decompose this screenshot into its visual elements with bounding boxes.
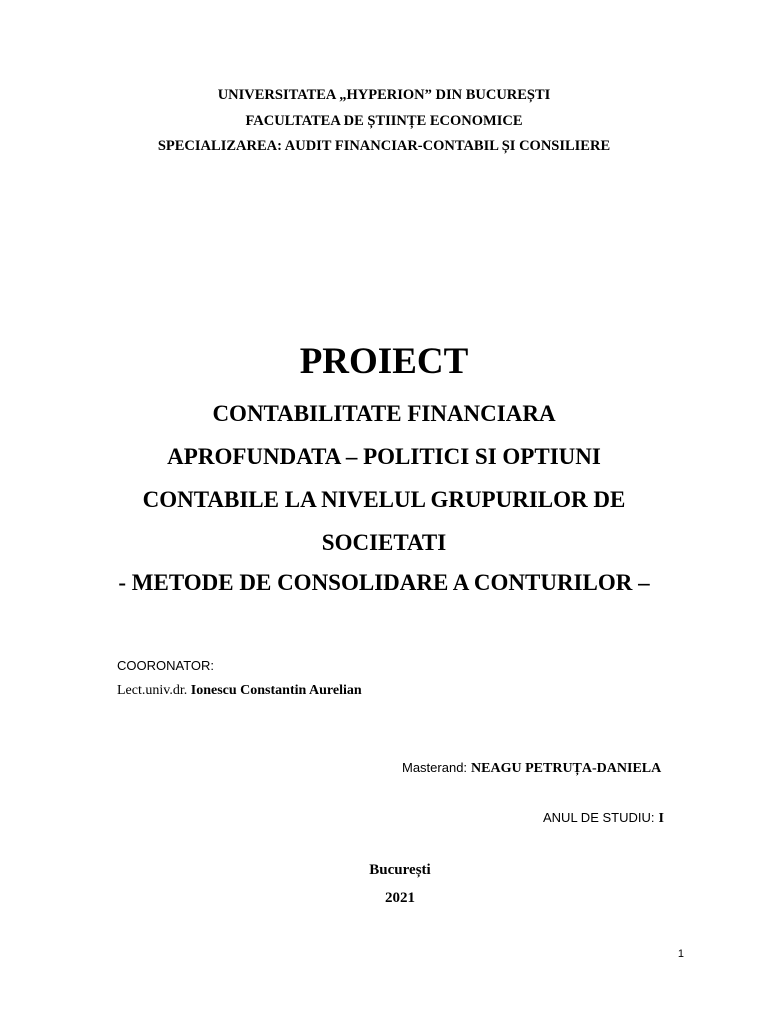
student-name: NEAGU PETRUȚA-DANIELA [471, 761, 662, 776]
coordinator-label: COORONATOR: [117, 658, 215, 673]
subtitle-line-3: CONTABILE LA NIVELUL GRUPURILOR DE [142, 487, 626, 512]
subtitle-line-2: APROFUNDATA – POLITICI SI OPTIUNI [167, 444, 601, 469]
specialization: SPECIALIZAREA: AUDIT FINANCIAR-CONTABIL ȘI CONSILIERE [157, 138, 611, 154]
subtitle-line-4: SOCIETATI [321, 530, 447, 555]
study-year-label: ANUL DE STUDIU: [543, 810, 655, 825]
university-name: UNIVERSITATEA „HYPERION” DIN BUCUREȘTI [217, 87, 551, 103]
student-label: Masterand: [402, 760, 468, 775]
coordinator-title-prefix: Lect.univ.dr. [117, 683, 188, 698]
page-number: 1 [677, 948, 684, 960]
study-year-line [543, 809, 664, 827]
year: 2021 [385, 890, 415, 906]
subtitle-line-1: CONTABILITATE FINANCIARA [212, 401, 556, 426]
faculty-name: FACULTATEA DE ȘTIINȚE ECONOMICE [245, 113, 523, 129]
city: București [369, 862, 431, 878]
student-line [402, 759, 661, 777]
coordinator-name: Ionescu Constantin Aurelian [190, 683, 362, 698]
topic-line: - METODE DE CONSOLIDARE A CONTURILOR – [118, 570, 650, 595]
document-title: PROIECT [299, 341, 469, 382]
coordinator-line [117, 683, 362, 699]
study-year-value: I [658, 811, 664, 826]
